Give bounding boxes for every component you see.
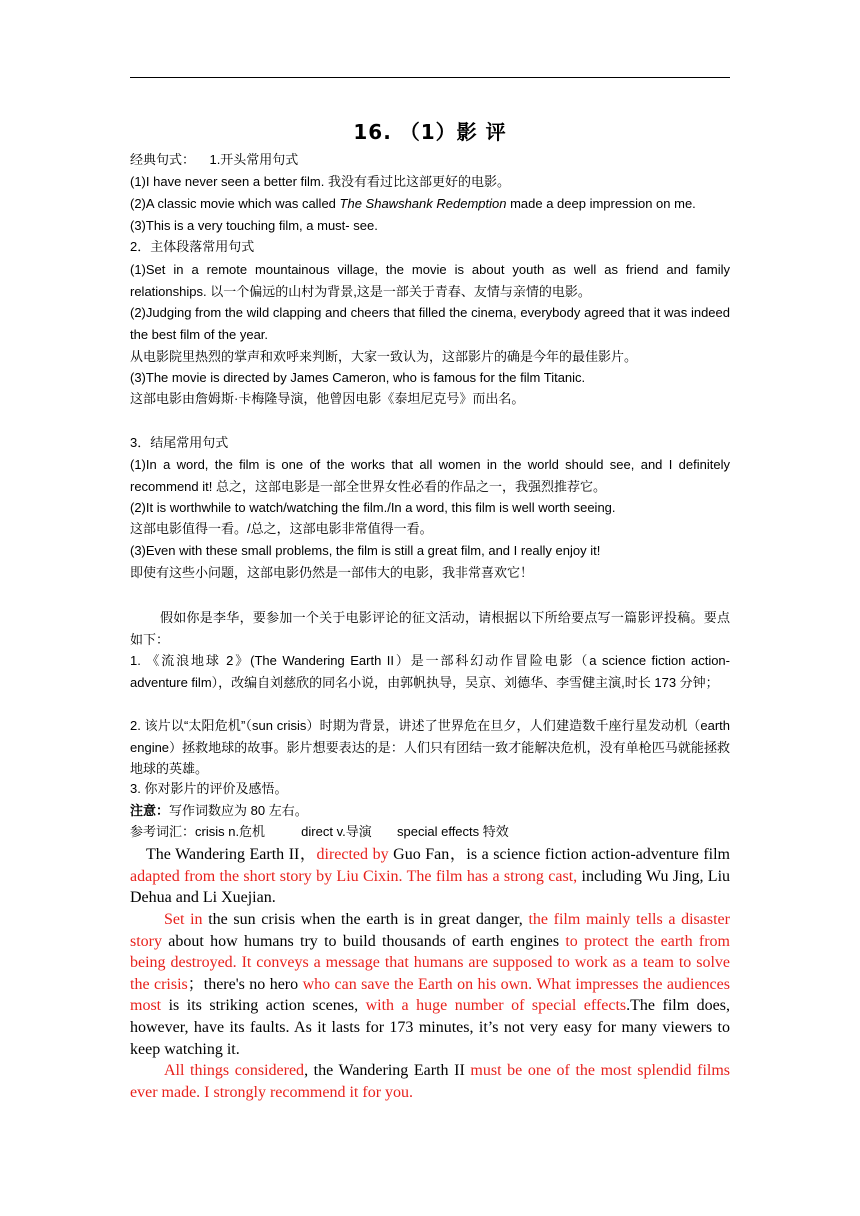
essay-p2-seg-2: the film mainly tells a disaster story	[130, 911, 730, 950]
body-sentence-3: (3)The movie is directed by James Cameron, who is famous for the film Titanic.	[130, 370, 586, 385]
essay-p1-seg-3: adapted from the short story by Liu Cixin. The film has a strong cast,	[130, 867, 578, 885]
body-sentence-1: (1)Set in a remote mountainous village, the movie is about youth as well as friend and family relationships. 以一个偏远的山村为背景,这是一部关于青春、友情与亲情的电影。	[130, 262, 730, 299]
task-intro: 假如你是李华，要参加一个关于电影评论的征文活动，请根据以下所给要点写一篇影评投稿。要点如下：	[130, 610, 730, 647]
body-heading: 2．主体段落常用句式	[130, 239, 255, 254]
essay-p2-seg-4: to protect the earth from being destroyed. It conveys a message that humans are supposed to work as a team to solve the crisis	[130, 932, 730, 993]
film-title-italic: The Shawshank Redemption	[339, 196, 507, 211]
opening-sentence-2-a: (2)A classic movie which was called	[130, 196, 340, 211]
essay-p2-seg-9: .The film does, however, have its faults. As it lasts for 173 minutes, it’s not very easy for many viewers to keep watching it.	[130, 997, 731, 1058]
essay-paragraph-2	[130, 909, 730, 1060]
ending-sentence-2: (2)It is worthwhile to watch/watching the film./In a word, this film is well worth seeing.	[130, 500, 616, 515]
classic-label: 经典句式：	[130, 152, 196, 167]
essay-p2-seg-8: with a huge number of special effects	[365, 997, 627, 1015]
opening-sentence-1: (1)I have never seen a better film. 我没有看过比这部更好的电影。	[130, 174, 510, 189]
essay-p2-seg-0: Set in	[164, 911, 203, 928]
essay-p2-seg-3: about how humans try to build thousands of earth engines	[162, 932, 566, 950]
essay-p2-seg-7: is its striking action scenes,	[161, 997, 366, 1015]
essay-p1-seg-1: directed by	[316, 846, 389, 863]
opening-subheading: 1.开头常用句式	[209, 152, 299, 167]
task-point-1: 1. 《流浪地球 2》(The Wandering Earth II）是一部科幻动作冒险电影（a science fiction action-adventure film），改编自刘慈欣的同名小说，由郭帆执导，吴京、刘德华、李雪健主演,时长 173 分钟；	[130, 653, 730, 690]
task-point-3: 3. 你对影片的评价及感悟。	[130, 781, 288, 796]
ending-sentence-3-cn: 即使有这些小问题，这部电影仍然是一部伟大的电影，我非常喜欢它！	[130, 565, 534, 580]
ending-sentence-1: (1)In a word, the film is one of the works that all women in the world should see, and I definitely recommend it! 总之，这部电影是一部全世界女性必看的作品之一，我强烈推荐它。	[130, 457, 730, 494]
body-sentence-2-cn: 从电影院里热烈的掌声和欢呼来判断，大家一致认为，这部影片的确是今年的最佳影片。	[130, 349, 638, 364]
ending-sentence-2-cn: 这部电影值得一看。/总之，这部电影非常值得一看。	[130, 521, 433, 536]
essay-p3-seg-1: , the Wandering Earth II	[304, 1062, 471, 1079]
body-sentence-2: (2)Judging from the wild clapping and cheers that filled the cinema, everybody agreed that it was indeed the best film of the year.	[130, 305, 730, 342]
opening-sentence-2-b: made a deep impression on me.	[506, 196, 696, 211]
essay-p3-seg-0: All things considered	[164, 1062, 305, 1079]
note-label: 注意：	[130, 803, 170, 818]
vocabulary-reference: 参考词汇：crisis n.危机 direct v.导演 special effects 特效	[130, 824, 509, 839]
essay-p2-seg-5: ；there's no hero	[187, 975, 303, 993]
task-point-2: 2. 该片以“太阳危机”（sun crisis）时期为背景，讲述了世界危在旦夕，人们建造数千座行星发动机（earth engine）拯救地球的故事。影片想要表达的是：人们只有团结一致才能解决危机，没有单枪匹马就能拯救地球的英雄。	[130, 718, 730, 776]
essay-p2-seg-6: who can save the Earth on his own. What impresses the audiences most	[130, 975, 730, 1015]
note-text: 写作词数应为 80 左右。	[169, 803, 308, 818]
header-rule	[130, 77, 730, 78]
body-sentence-3-cn: 这部电影由詹姆斯·卡梅隆导演，他曾因电影《泰坦尼克号》而出名。	[130, 391, 525, 406]
essay-p1-seg-2: Guo Fan，is a science fiction action-adventure film	[388, 846, 730, 863]
essay-p1-seg-0: The Wandering Earth II，	[146, 846, 317, 863]
task-note	[130, 802, 308, 820]
essay-p3-seg-2: must be one of the most splendid films ever made. I strongly recommend it for you.	[130, 1062, 731, 1101]
opening-sentence-3: (3)This is a very touching film, a must- see.	[130, 218, 378, 233]
essay-paragraph-1	[130, 844, 730, 909]
page-title: 16. （1）影 评	[353, 120, 507, 144]
classic-sentences-heading	[130, 151, 298, 169]
opening-sentence-2	[130, 195, 696, 213]
essay-paragraph-3	[130, 1060, 730, 1103]
ending-heading: 3．结尾常用句式	[130, 435, 229, 450]
essay-p2-seg-1: the sun crisis when the earth is in great danger,	[202, 911, 529, 928]
essay-p1-seg-4: including Wu Jing, Liu Dehua and Li Xuejian.	[130, 867, 731, 907]
ending-sentence-3: (3)Even with these small problems, the film is still a great film, and I really enjoy it!	[130, 543, 601, 558]
